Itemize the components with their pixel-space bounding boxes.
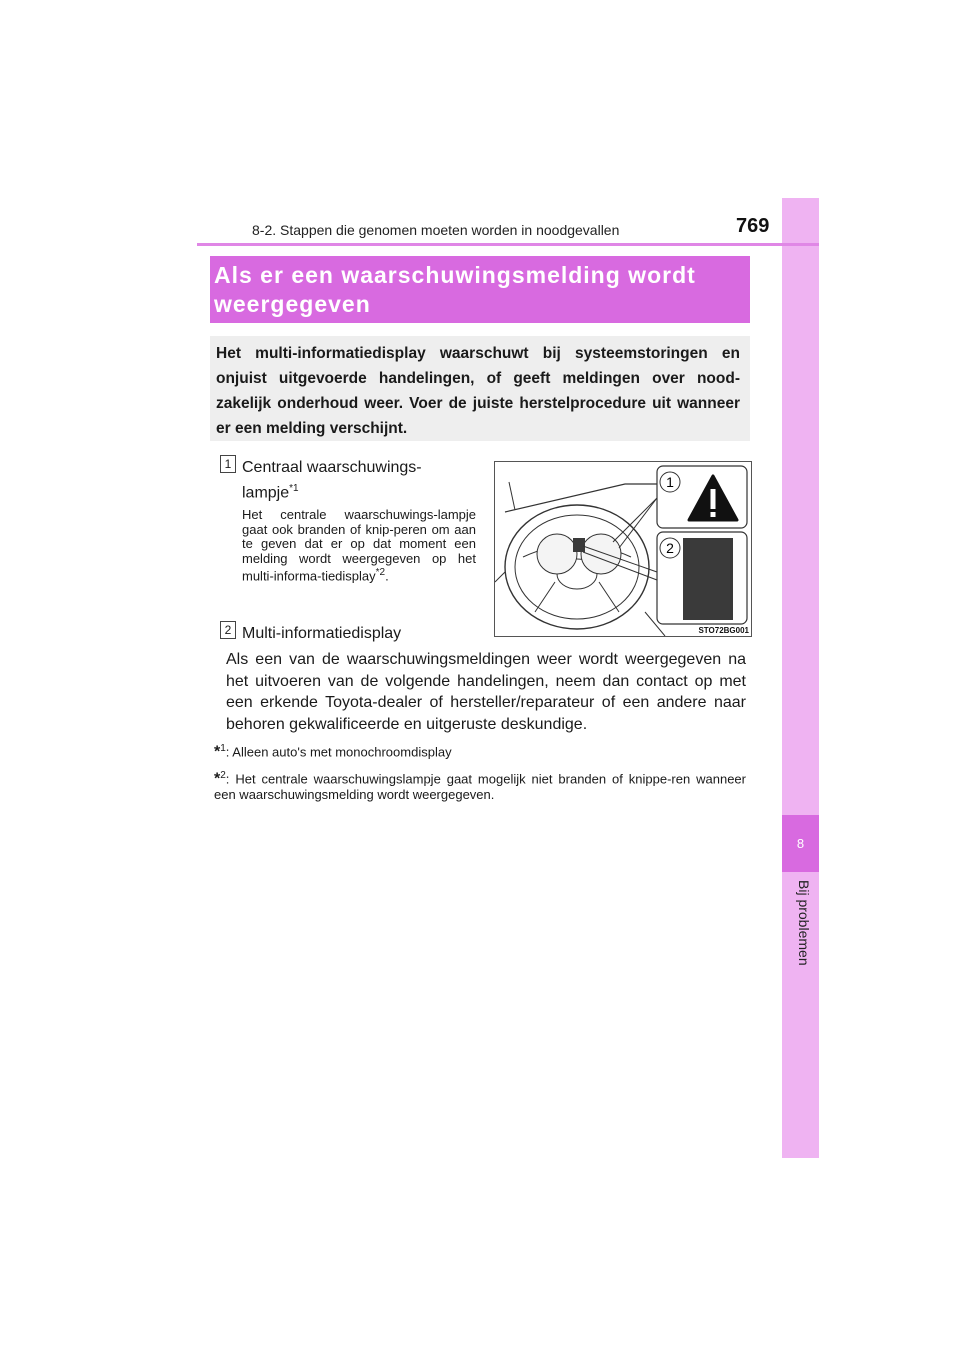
callout-number-1: 1	[666, 474, 674, 490]
chapter-title: Bij problemen	[796, 880, 812, 966]
multi-info-display-graphic	[683, 538, 733, 620]
dashboard-illustration	[494, 461, 752, 637]
item-number-2: 2	[220, 621, 236, 639]
item-1-body: Het centrale waarschuwings-lampje gaat ook branden of knip-peren om aan te geven dat er op dat moment een melding wordt weergegeven op het multi-informa-tiedisplay$^{*2}$.	[242, 507, 476, 584]
mini-display	[573, 538, 585, 552]
item-1-title	[242, 457, 422, 503]
intro-box	[210, 336, 750, 441]
chapter-number-tab[interactable]: 8	[782, 815, 819, 872]
item-2-title: Multi-informatiedisplay	[242, 625, 402, 642]
header-divider	[197, 243, 819, 246]
item-1-title-sup: *1	[289, 483, 299, 494]
body-paragraph: Als een van de waarschuwingsmeldingen weer wordt weergegeven na het uitvoeren van de volgende handelingen, neem dan contact op met een erkende Toyota-dealer of hersteller/reparateur of een andere naar behoren gekwalificeerde en uitgeruste deskundige.	[226, 651, 746, 733]
item-1-title-line1: Centraal waarschuwings-	[242, 459, 422, 476]
item-1-title-line2: lampje$^{*1}$	[242, 483, 299, 502]
footnote-1: *$^1$: Alleen auto's met monochroomdisplay	[214, 743, 452, 761]
page-heading: Als er een waarschuwingsmelding wordt weergegeven	[214, 262, 696, 317]
item-number-1: 1	[220, 455, 236, 473]
heading-banner	[210, 256, 750, 323]
dashboard-drawing	[495, 462, 751, 636]
intro-text: Het multi-informatiedisplay waarschuwt bij systeemstoringen en onjuist uitgevoerde handelingen, of geeft meldingen over nood-zakelijk onderhoud weer. Voer de juiste herstelprocedure uit wanneer er een melding verschijnt.	[216, 345, 740, 437]
callout-number-2: 2	[666, 540, 674, 556]
chapter-side-tab	[782, 198, 819, 1158]
section-title: 8-2. Stappen die genomen moeten worden in noodgevallen	[252, 222, 620, 238]
item-1-body-sup: *2	[375, 567, 386, 578]
figure-code: STO72BG001	[698, 626, 749, 635]
page-number: 769	[736, 215, 770, 237]
footnote-2: *$^2$: Het centrale waarschuwingslampje gaat mogelijk niet branden of knippe-ren wanneer een waarschuwingsmelding wordt weergegeven.	[214, 770, 746, 803]
